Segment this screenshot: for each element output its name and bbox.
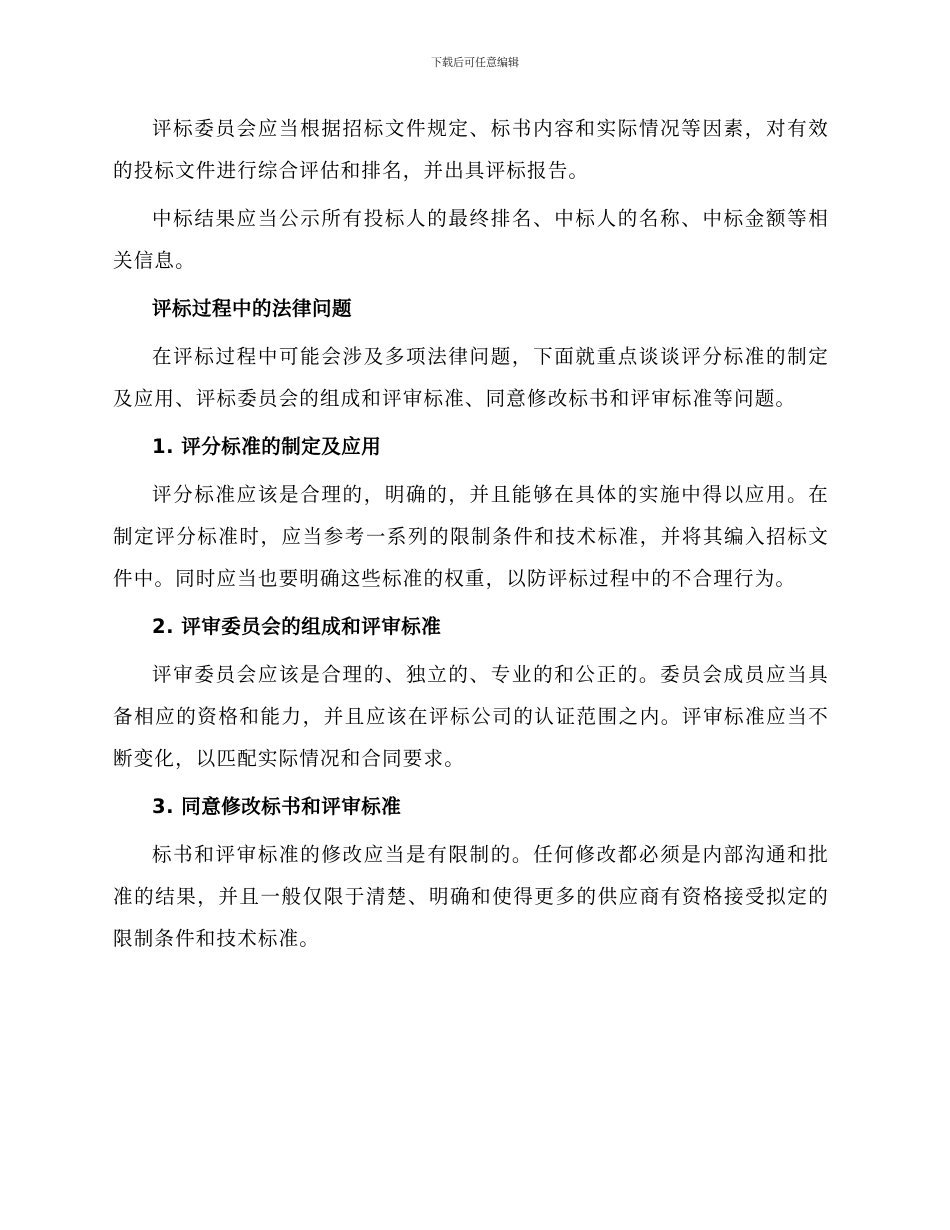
paragraph-legal-intro: 在评标过程中可能会涉及多项法律问题，下面就重点谈谈评分标准的制定及应用、评标委员会的组成和评审标准、同意修改标书和评审标准等问题。 — [113, 345, 829, 410]
paragraph-scoring-standards: 评分标准应该是合理的，明确的，并且能够在具体的实施中得以应用。在制定评分标准时，应当参考一系列的限制条件和技术标准，并将其编入招标文件中。同时应当也要明确这些标准的权重，以防评标过程中的不合理行为。 — [113, 483, 829, 590]
paragraph-committee: 评审委员会应该是合理的、独立的、专业的和公正的。委员会成员应当具备相应的资格和能力，并且应该在评标公司的认证范围之内。评审标准应当不断变化，以匹配实际情况和合同要求。 — [113, 663, 829, 770]
page-header: 下载后可任意编辑 — [431, 56, 519, 69]
section-heading-scoring-standards: 1. 评分标准的制定及应用 — [152, 435, 382, 458]
paragraph-modification: 标书和评审标准的修改应当是有限制的。任何修改都必须是内部沟通和批准的结果，并且一般仅限于清楚、明确和使得更多的供应商有资格接受拟定的限制条件和技术标准。 — [113, 843, 829, 950]
paragraph-award-announcement: 中标结果应当公示所有投标人的最终排名、中标人的名称、中标金额等相关信息。 — [113, 207, 829, 272]
document-body — [113, 108, 829, 966]
paragraph-evaluation-report: 评标委员会应当根据招标文件规定、标书内容和实际情况等因素，对有效的投标文件进行综合评估和排名，并出具评标报告。 — [113, 117, 829, 182]
section-heading-modification: 3. 同意修改标书和评审标准 — [152, 795, 402, 818]
section-heading-committee: 2. 评审委员会的组成和评审标准 — [152, 615, 442, 638]
section-heading-legal-issues: 评标过程中的法律问题 — [152, 297, 353, 320]
